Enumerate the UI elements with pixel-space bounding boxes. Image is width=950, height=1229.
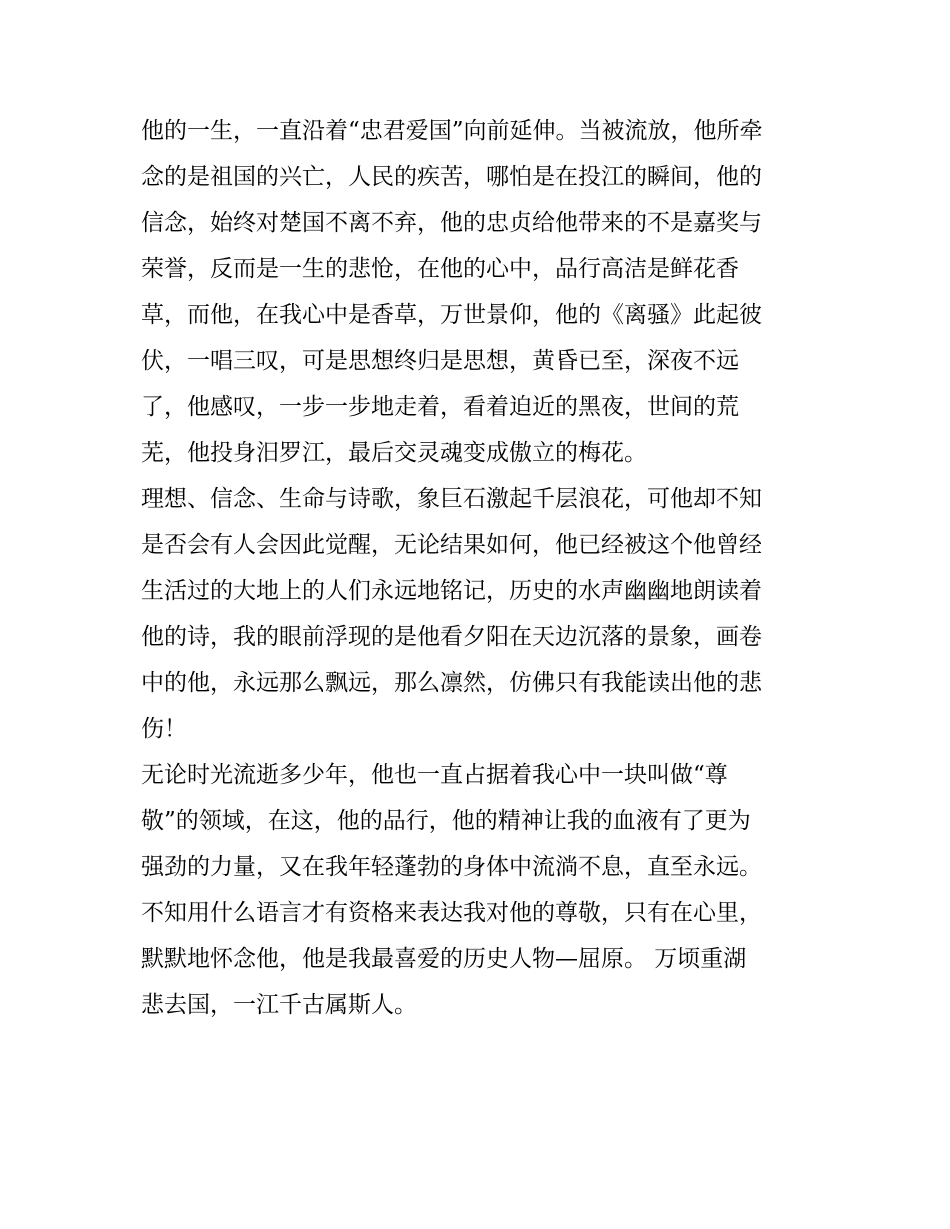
- text-line: 悲去国，一江千古属斯人。: [141, 992, 417, 1018]
- text-line: 念的是祖国的兴亡，人民的疾苦，哪怕是在投江的瞬间，他的: [141, 164, 762, 190]
- text-line: 敬”的领域，在这，他的品行，他的精神让我的血液有了更为: [141, 808, 751, 834]
- text-line: 无论时光流逝多少年，他也一直占据着我心中一块叫做“尊: [141, 762, 728, 788]
- text-line: 他的诗，我的眼前浮现的是他看夕阳在天边沉落的景象，画卷: [141, 624, 762, 650]
- text-line: 伤！: [141, 716, 187, 742]
- text-line: 生活过的大地上的人们永远地铭记，历史的水声幽幽地朗读着: [141, 578, 762, 604]
- text-line: 伏，一唱三叹，可是思想终归是思想，黄昏已至，深夜不远: [141, 348, 739, 374]
- text-line: 强劲的力量，又在我年轻蓬勃的身体中流淌不息，直至永远。: [141, 854, 762, 880]
- text-line: 中的他，永远那么飘远，那么凛然，仿佛只有我能读出他的悲: [141, 670, 762, 696]
- essay-body: [141, 108, 821, 1028]
- text-line: 了，他感叹，一步一步地走着，看着迫近的黑夜，世间的荒: [141, 394, 739, 420]
- text-line: 理想、信念、生命与诗歌，象巨石激起千层浪花，可他却不知: [141, 486, 762, 512]
- text-line: 荣誉，反而是一生的悲怆，在他的心中，品行高洁是鲜花香: [141, 256, 739, 282]
- text-line: 不知用什么语言才有资格来表达我对他的尊敬，只有在心里，: [141, 900, 762, 926]
- text-line: 信念，始终对楚国不离不弃，他的忠贞给他带来的不是嘉奖与: [141, 210, 762, 236]
- text-line: 草，而他，在我心中是香草，万世景仰，他的《离骚》此起彼: [141, 302, 762, 328]
- text-line: 是否会有人会因此觉醒，无论结果如何，他已经被这个他曾经: [141, 532, 762, 558]
- text-line: 默默地怀念他，他是我最喜爱的历史人物—屈原。 万顷重湖: [141, 946, 747, 972]
- text-line: 他的一生，一直沿着“忠君爱国”向前延伸。当被流放，他所牵: [141, 118, 763, 144]
- text-line: 芜，他投身汨罗江，最后交灵魂变成傲立的梅花。: [141, 440, 647, 466]
